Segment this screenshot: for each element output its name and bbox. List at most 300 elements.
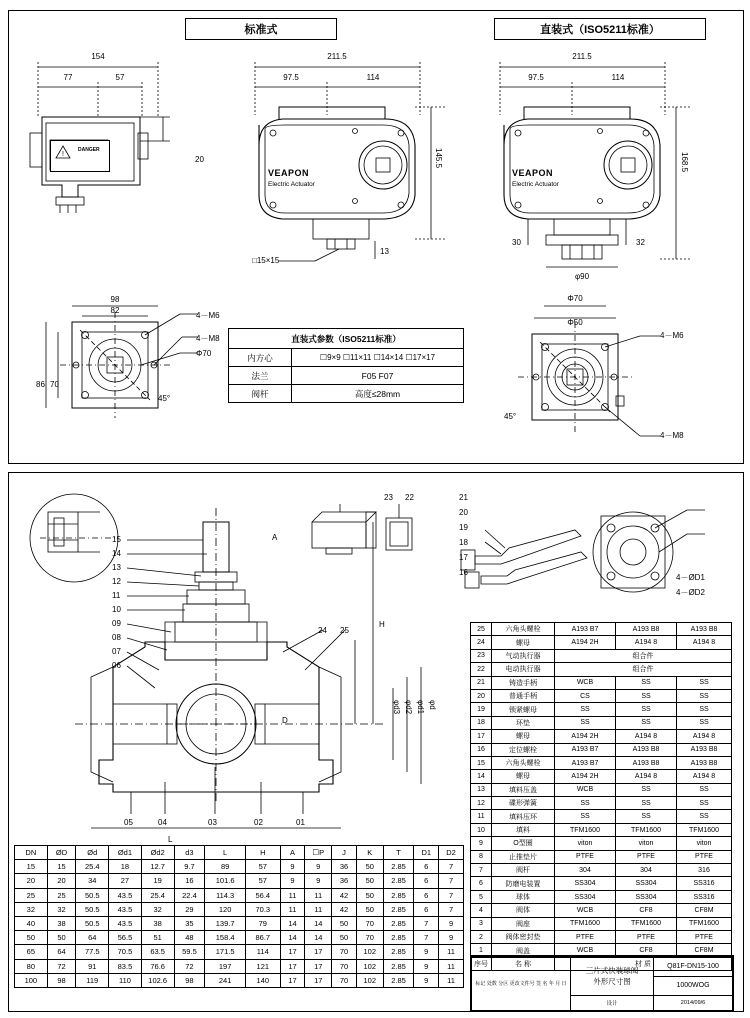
dn-col-D1: D1 [414,846,439,860]
part-mat3: CF8M [677,944,732,957]
part-mat2: PTFE [616,930,677,943]
dim-direct-total: 211.5 [572,52,592,61]
title-block-table [471,956,733,1011]
rev-date: 年 月 日 [548,980,567,987]
label-bolt-m6-right: 4－M6 [660,331,684,340]
parts-list-table [470,622,732,971]
part-mat1: SS [555,810,616,823]
direct-flange-top-view [500,300,700,470]
part-no: 22 [471,663,492,676]
part-name: 锁紧螺母 [492,703,555,716]
dn-col-H: H [245,846,280,860]
drawing-code-line2: 1000WOG [654,976,733,996]
part-no: 21 [471,676,492,689]
part-name: 普通手柄 [492,689,555,702]
dn-cell: 50 [356,888,383,902]
part-mat2: SS304 [616,890,677,903]
dn-cell: 14 [305,916,332,930]
rev-count: 处数 [486,980,497,987]
label-angle-left: 45° [158,394,171,403]
part-mat3: A193 B8 [677,623,732,636]
dim-direct-phi70: Φ70 [567,294,583,303]
part-mat1: TFM1600 [555,917,616,930]
dn-cell: 9 [305,874,332,888]
callout-19: 19 [459,523,468,532]
letter-H: H [379,620,385,629]
dn-cell: 32 [141,902,174,916]
parts-col-no: 序号 [471,957,492,970]
part-no: 23 [471,649,492,662]
dn-cell: 7 [414,916,439,930]
table-row [15,888,464,902]
callout-04: 04 [158,818,167,827]
dn-cell: 50.5 [76,902,109,916]
dn-cell: 102 [356,945,383,959]
callout-03: 03 [208,818,217,827]
part-no: 5 [471,890,492,903]
letter-D: D [282,716,288,725]
part-name: 填料 [492,823,555,836]
part-mat1: A194 2H [555,636,616,649]
table-row [471,837,732,850]
letter-A: A [272,533,278,542]
part-mat2: SS [616,689,677,702]
dn-cell: 70 [332,973,357,987]
callout-16: 16 [459,568,468,577]
part-name: 填料压环 [492,810,555,823]
callout-25: 25 [340,626,349,635]
table-row [471,730,732,743]
dn-cell: 25 [15,888,48,902]
part-no: 16 [471,743,492,756]
part-mat2: A193 B8 [616,623,677,636]
dim-middle-left: 97.5 [283,73,299,82]
dn-cell: 14 [280,931,305,945]
part-mat3: SS [677,689,732,702]
letter-L: L [168,835,173,844]
dim-flange-side-inner: 70 [50,380,59,389]
dn-cell: 50 [47,931,76,945]
dn-col-P: ☐P [305,846,332,860]
part-name: 六角头螺栓 [492,623,555,636]
table-row [471,810,732,823]
table-row [15,973,464,987]
dn-cell: 36 [332,860,357,874]
dn-cell: 9 [414,959,439,973]
dn-cell: 114.3 [205,888,246,902]
label-bolt-m8-right: 4－M8 [660,431,684,440]
table-row [471,703,732,716]
part-name: 碟形弹簧 [492,797,555,810]
dn-cell: 12.7 [141,860,174,874]
part-mat2: viton [616,837,677,850]
part-mat1: A193 B7 [555,743,616,756]
table-row [471,864,732,877]
dn-cell: 11 [439,973,464,987]
callout-01: 01 [296,818,305,827]
dn-col-D2: D2 [439,846,464,860]
direct-params-table [228,328,464,403]
part-no: 1 [471,944,492,957]
handle-sketches [455,490,705,610]
param-row-label-1: 法兰 [229,367,292,385]
dn-cell: 72 [47,959,76,973]
callout-23: 23 [384,493,393,502]
table-row [471,676,732,689]
dim-direct-h32: 32 [636,238,645,247]
part-mat1: WCB [555,944,616,957]
dn-cell: 7 [439,874,464,888]
table-row [471,904,732,917]
part-mat1: TFM1600 [555,823,616,836]
dn-cell: 98 [174,973,205,987]
dn-cell: 11 [280,902,305,916]
drawing-name-line2: 外形尺寸图 [593,977,631,987]
dn-cell: 43.5 [109,888,142,902]
part-mat1: A194 2H [555,730,616,743]
dn-cell: 2.85 [383,959,414,973]
dn-cell: 70 [332,945,357,959]
part-mat3: A194 8 [677,636,732,649]
dn-cell: 241 [205,973,246,987]
part-name: 阀盖 [492,944,555,957]
dn-cell: 140 [245,973,280,987]
part-mat1: A193 B7 [555,756,616,769]
part-mat2: A194 8 [616,770,677,783]
dn-cell: 32 [15,902,48,916]
table-row [15,945,464,959]
part-no: 9 [471,837,492,850]
parts-col-material: 材 质 [555,957,732,970]
dn-cell: 56.4 [245,888,280,902]
rev-zone: 分区 [498,980,509,987]
callout-10: 10 [112,605,121,614]
dn-cell: 43.5 [109,902,142,916]
label-angle-right: 45° [504,412,517,421]
callout-20: 20 [459,508,468,517]
hole-label-d1: 4－ØD1 [676,573,705,582]
callout-24: 24 [318,626,327,635]
dn-cell: 20 [15,874,48,888]
callout-17: 17 [459,553,468,562]
table-row [471,850,732,863]
dn-cell: 11 [305,902,332,916]
dn-cell: 18 [109,860,142,874]
dn-cell: 2.85 [383,931,414,945]
dn-cell: 14 [280,916,305,930]
dim-middle-total: 211.5 [327,52,347,61]
dn-cell: 25.4 [76,860,109,874]
dn-col-Od1: Ød1 [109,846,142,860]
dn-cell: 19 [141,874,174,888]
title-block-revision [472,957,571,1011]
dim-middle-height: 145.5 [434,148,443,169]
label-bolt-m8-left: 4－M8 [196,334,220,343]
part-mat2: SS [616,716,677,729]
table-row [15,860,464,874]
dim-flange-inner-width: 82 [110,306,120,315]
dn-cell: 17 [305,945,332,959]
dn-cell: 86.7 [245,931,280,945]
part-name: 气动执行器 [492,649,555,662]
dn-cell: 9 [414,945,439,959]
part-name: 螺母 [492,730,555,743]
dn-cell: 7 [439,902,464,916]
dn-cell: 38 [47,916,76,930]
table-row [15,902,464,916]
part-mat1: CS [555,689,616,702]
param-row-label-2: 阀杆 [229,385,292,403]
part-mat3: 316 [677,864,732,877]
title-block [470,955,734,1012]
actuator-small-sketch [300,498,420,568]
dn-cell: 20 [47,874,76,888]
part-mat2: CF8 [616,904,677,917]
dn-cell: 15 [47,860,76,874]
label-bolt-m6-left: 4－M6 [196,311,220,320]
table-row [471,783,732,796]
part-name: 阀杆 [492,864,555,877]
dn-cell: 100 [15,973,48,987]
dn-col-DN: DN [15,846,48,860]
dn-col-K: K [356,846,383,860]
part-mat3: A194 8 [677,770,732,783]
part-name: 阀座 [492,917,555,930]
dim-middle-right: 114 [366,73,380,82]
param-row-value-1: F05 F07 [292,367,464,385]
part-mat2: A194 8 [616,636,677,649]
dn-cell: 70.5 [109,945,142,959]
dn-cell: 89 [205,860,246,874]
drawing-code-line1: Q81F-DN15-100 [654,957,733,977]
dn-cell: 197 [205,959,246,973]
dn-cell: 2.85 [383,874,414,888]
dn-cell: 102 [356,973,383,987]
dn-cell: 40 [15,916,48,930]
dn-col-Od2: Ød2 [141,846,174,860]
part-mat2: SS304 [616,877,677,890]
dn-cell: 43.5 [109,916,142,930]
dim-middle-square: □15×15 [252,256,280,265]
dn-cell: 9 [439,916,464,930]
dn-cell: 50.5 [76,916,109,930]
table-row [15,931,464,945]
dia-d3: φd3 [392,700,401,715]
part-no: 6 [471,877,492,890]
part-mat1: PTFE [555,850,616,863]
part-mat3: TFM1600 [677,823,732,836]
dn-cell: 48 [174,931,205,945]
part-mat3: A193 B8 [677,756,732,769]
dim-standard-left-part: 77 [63,73,73,82]
part-mat1: A194 2H [555,770,616,783]
dn-col-d3: d3 [174,846,205,860]
part-no: 12 [471,797,492,810]
dn-cell: 77.5 [76,945,109,959]
dn-cell: 35 [174,916,205,930]
part-mat2: PTFE [616,850,677,863]
dia-d: φd [428,700,437,710]
dim-standard-height-small: 20 [195,155,204,164]
dn-cell: 119 [76,973,109,987]
param-row-value-2: 高度≤28mm [292,385,464,403]
dn-cell: 102.6 [141,973,174,987]
svg-text:!: ! [62,151,64,158]
dn-cell: 14 [305,931,332,945]
dn-cell: 6 [414,860,439,874]
dn-cell: 2.85 [383,860,414,874]
dim-direct-left: 97.5 [528,73,544,82]
part-name: 螺母 [492,770,555,783]
dn-cell: 7 [414,931,439,945]
warning-triangle-icon [55,145,71,159]
part-mat3: viton [677,837,732,850]
rev-sign: 签 名 [536,980,548,987]
dim-flange-side-height: 86 [36,380,45,389]
part-name: 定位螺栓 [492,743,555,756]
dn-cell: 110 [109,973,142,987]
part-mat1: SS304 [555,877,616,890]
part-mat3: A194 8 [677,730,732,743]
part-mat2: SS [616,703,677,716]
part-mat1: 组合件 [555,663,732,676]
callout-18: 18 [459,538,468,547]
part-mat2: SS [616,810,677,823]
part-no: 11 [471,810,492,823]
part-no: 2 [471,930,492,943]
table-row [471,663,732,676]
dn-cell: 79 [245,916,280,930]
dn-cell: 6 [414,874,439,888]
part-name: 阀体 [492,904,555,917]
dn-cell: 17 [280,973,305,987]
part-mat1: WCB [555,676,616,689]
callout-12: 12 [112,577,121,586]
dn-cell: 6 [414,902,439,916]
callout-14: 14 [112,549,121,558]
part-no: 19 [471,703,492,716]
dn-cell: 16 [174,874,205,888]
part-name: 电动执行器 [492,663,555,676]
dn-col-J: J [332,846,357,860]
part-mat1: 组合件 [555,649,732,662]
dn-cell: 34 [76,874,109,888]
part-mat1: 304 [555,864,616,877]
dn-cell: 38 [141,916,174,930]
part-mat3: TFM1600 [677,917,732,930]
callout-13: 13 [112,563,121,572]
part-name: 铸造手柄 [492,676,555,689]
dn-cell: 11 [305,888,332,902]
dim-direct-phi50: Φ50 [567,318,583,327]
dn-cell: 91 [76,959,109,973]
dn-cell: 9.7 [174,860,205,874]
dn-table-header-row [15,846,464,860]
dn-cell: 50.5 [76,888,109,902]
part-mat1: SS [555,703,616,716]
part-mat3: SS [677,810,732,823]
dn-cell: 76.6 [141,959,174,973]
table-row [15,916,464,930]
dn-cell: 2.85 [383,888,414,902]
part-mat2: SS [616,797,677,810]
dn-cell: 17 [280,945,305,959]
table-row [471,770,732,783]
dn-cell: 6 [414,888,439,902]
dia-d2: φd2 [404,700,413,715]
dn-cell: 11 [439,959,464,973]
dn-cell: 22.4 [174,888,205,902]
table-row [471,649,732,662]
dn-cell: 57 [245,860,280,874]
part-no: 15 [471,756,492,769]
part-mat2: 304 [616,864,677,877]
table-row [471,877,732,890]
dn-cell: 72 [174,959,205,973]
dn-cell: 120 [205,902,246,916]
dim-standard-right-part: 57 [115,73,125,82]
part-mat3: SS [677,797,732,810]
part-mat1: viton [555,837,616,850]
dim-direct-h30: 30 [512,238,521,247]
part-no: 10 [471,823,492,836]
part-mat1: SS304 [555,890,616,903]
brand-name-direct: VEAPON [512,168,554,178]
dn-cell: 65 [15,945,48,959]
dn-cell: 42 [332,888,357,902]
part-no: 18 [471,716,492,729]
dn-cell: 29 [174,902,205,916]
brand-name-standard: VEAPON [268,168,310,178]
part-mat1: PTFE [555,930,616,943]
dia-d1: φd1 [416,700,425,715]
part-mat3: PTFE [677,850,732,863]
danger-label: DANGER [78,147,100,153]
part-no: 7 [471,864,492,877]
part-mat1: SS [555,797,616,810]
part-name: 防磨电装置 [492,877,555,890]
dn-cell: 70 [332,959,357,973]
part-no: 20 [471,689,492,702]
dim-direct-phi90: φ90 [574,272,590,281]
part-no: 24 [471,636,492,649]
dn-cell: 17 [305,973,332,987]
part-mat3: SS [677,783,732,796]
part-mat2: A194 8 [616,730,677,743]
dn-cell: 50 [332,931,357,945]
part-no: 13 [471,783,492,796]
part-no: 4 [471,904,492,917]
dn-cell: 101.6 [205,874,246,888]
part-mat1: SS [555,716,616,729]
table-row [471,930,732,943]
rev-mark: 标记 [475,980,486,987]
dim-flange-outer-width: 98 [110,295,120,304]
table-row [15,874,464,888]
brand-subtitle-direct: Electric Actuator [512,181,559,188]
table-row [471,689,732,702]
param-table-title: 直装式参数（ISO5211标准） [229,329,464,349]
part-name: 填料压盖 [492,783,555,796]
dn-cell: 63.5 [141,945,174,959]
dn-col-L: L [205,846,246,860]
part-mat2: SS [616,676,677,689]
stage-design: 设计 [571,996,654,1011]
part-mat3: SS316 [677,890,732,903]
dn-cell: 50 [15,931,48,945]
table-row [471,623,732,636]
dn-dimension-table [14,845,464,988]
